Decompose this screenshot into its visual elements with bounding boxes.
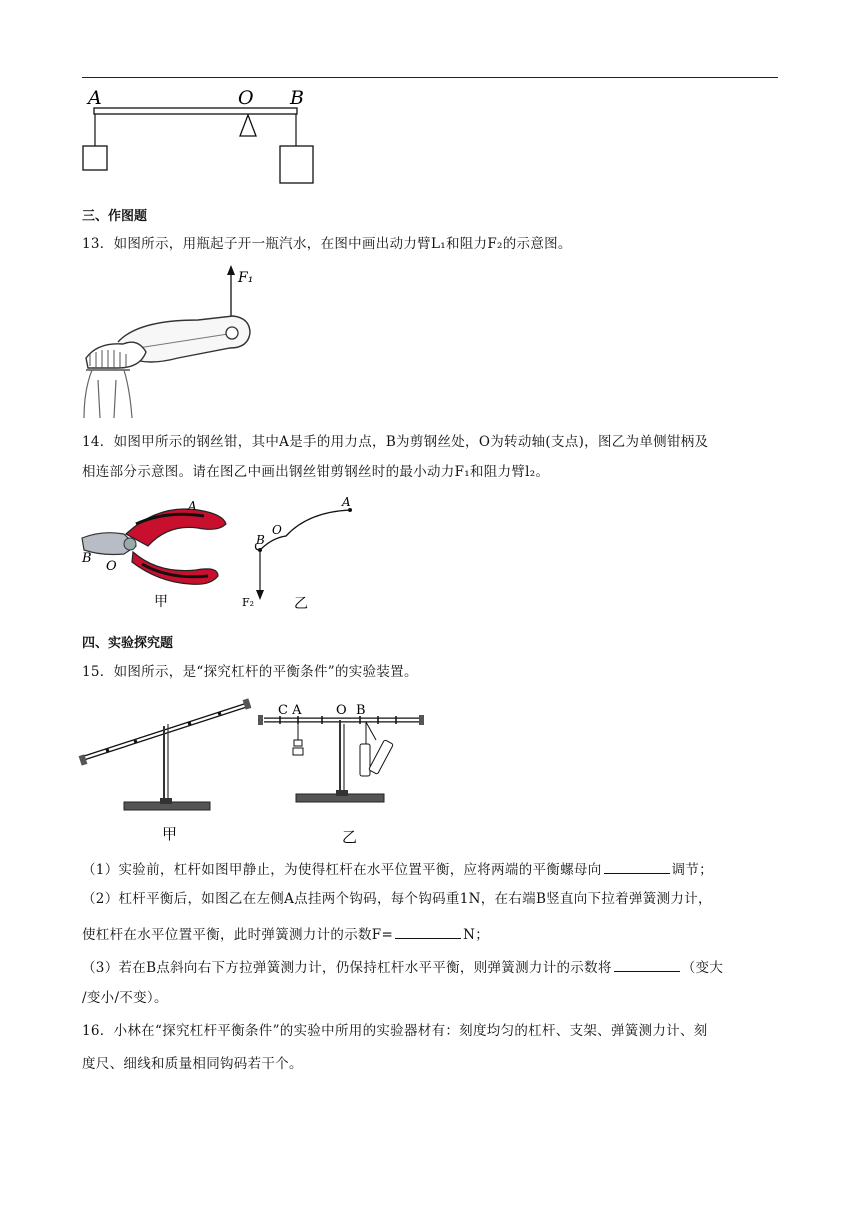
label-B: B [290,87,304,109]
question-15-sub3-line1 [82,959,723,976]
question-16-line2: 度尺、细线和质量相同钩码若干个。 [82,1056,303,1072]
question-15-sub3-line2: /变小/不变）。 [82,990,168,1006]
caption-jia-14: 甲 [154,594,168,610]
fulcrum [240,115,256,136]
answer-blank-2[interactable] [395,926,461,939]
q15-sub3-pre: （3）若在B点斜向右下方拉弹簧测力计，仍保持杠杆水平平衡，则弹簧测力计的示数将 [82,960,612,976]
label-O: O [238,87,254,109]
lever-apparatus-tilted [78,696,258,848]
label-B-15: B [356,703,366,718]
answer-blank-1[interactable] [604,861,670,874]
section-4-title: 四、实验探究题 [82,636,174,651]
schematic-label-A: A [342,495,351,509]
q15-sub1-post: 调节； [671,862,713,878]
top-rule [82,77,778,78]
left-weight [83,146,107,170]
photo-label-B: B [82,551,92,566]
caption-jia-15: 甲 [162,825,178,843]
schematic-label-O: O [272,523,282,537]
photo-label-O: O [106,559,117,574]
bottle-opener-figure [78,262,258,420]
schematic-label-B: B [256,533,265,547]
label-F1: F₁ [238,270,254,286]
q15-sub3-post: （变大 [681,960,724,976]
photo-label-A: A [188,499,197,513]
lever-bar [94,108,297,114]
q15-sub1-pre: （1）实验前，杠杆如图甲静止，为使得杠杆在水平位置平衡，应将两端的平衡螺母向 [82,862,602,878]
question-14-line2: 相连部分示意图。请在图乙中画出钢丝钳剪钢丝时的最小动力F₁和阻力臂l₂。 [82,464,550,480]
answer-blank-3[interactable] [614,959,680,972]
label-O-15: O [336,703,347,718]
caption-yi-15: 乙 [342,828,358,846]
lever-balance-figure [78,84,323,188]
right-weight [280,146,313,183]
label-A: A [88,87,102,109]
schematic-label-F2: F₂ [242,596,255,609]
question-15-sub2-line2 [82,926,489,943]
question-13-text: 13．如图所示，用瓶起子开一瓶汽水，在图中画出动力臂L₁和阻力F₂的示意图。 [82,236,572,252]
pliers-photo-figure [78,494,228,610]
q15-sub2-pre: 使杠杆在水平位置平衡，此时弹簧测力计的示数F= [82,927,394,943]
question-15-text: 15．如图所示，是“探究杠杆的平衡条件”的实验装置。 [82,664,418,680]
question-15-sub1 [82,861,713,878]
pliers-schematic-figure [238,494,368,612]
q15-sub2-post: N； [463,927,489,943]
lever-apparatus-level [252,696,432,848]
section-3-title: 三、作图题 [82,209,148,224]
caption-yi-14: 乙 [294,596,308,612]
question-14-line1: 14．如图甲所示的钢丝钳，其中A是手的用力点，B为剪钢丝处，O为转动轴(支点)，图乙为单侧钳柄及 [82,434,709,450]
question-16-line1: 16．小林在“探究杠杆平衡条件”的实验中所用的实验器材有：刻度均匀的杠杆、支架、弹簧测力计、刻 [82,1023,708,1039]
labels-CA: C A [278,703,302,718]
question-15-sub2-line1: （2）杠杆平衡后，如图乙在左侧A点挂两个钩码，每个钩码重1N，在右端B竖直向下拉着弹簧测力计， [82,891,712,907]
